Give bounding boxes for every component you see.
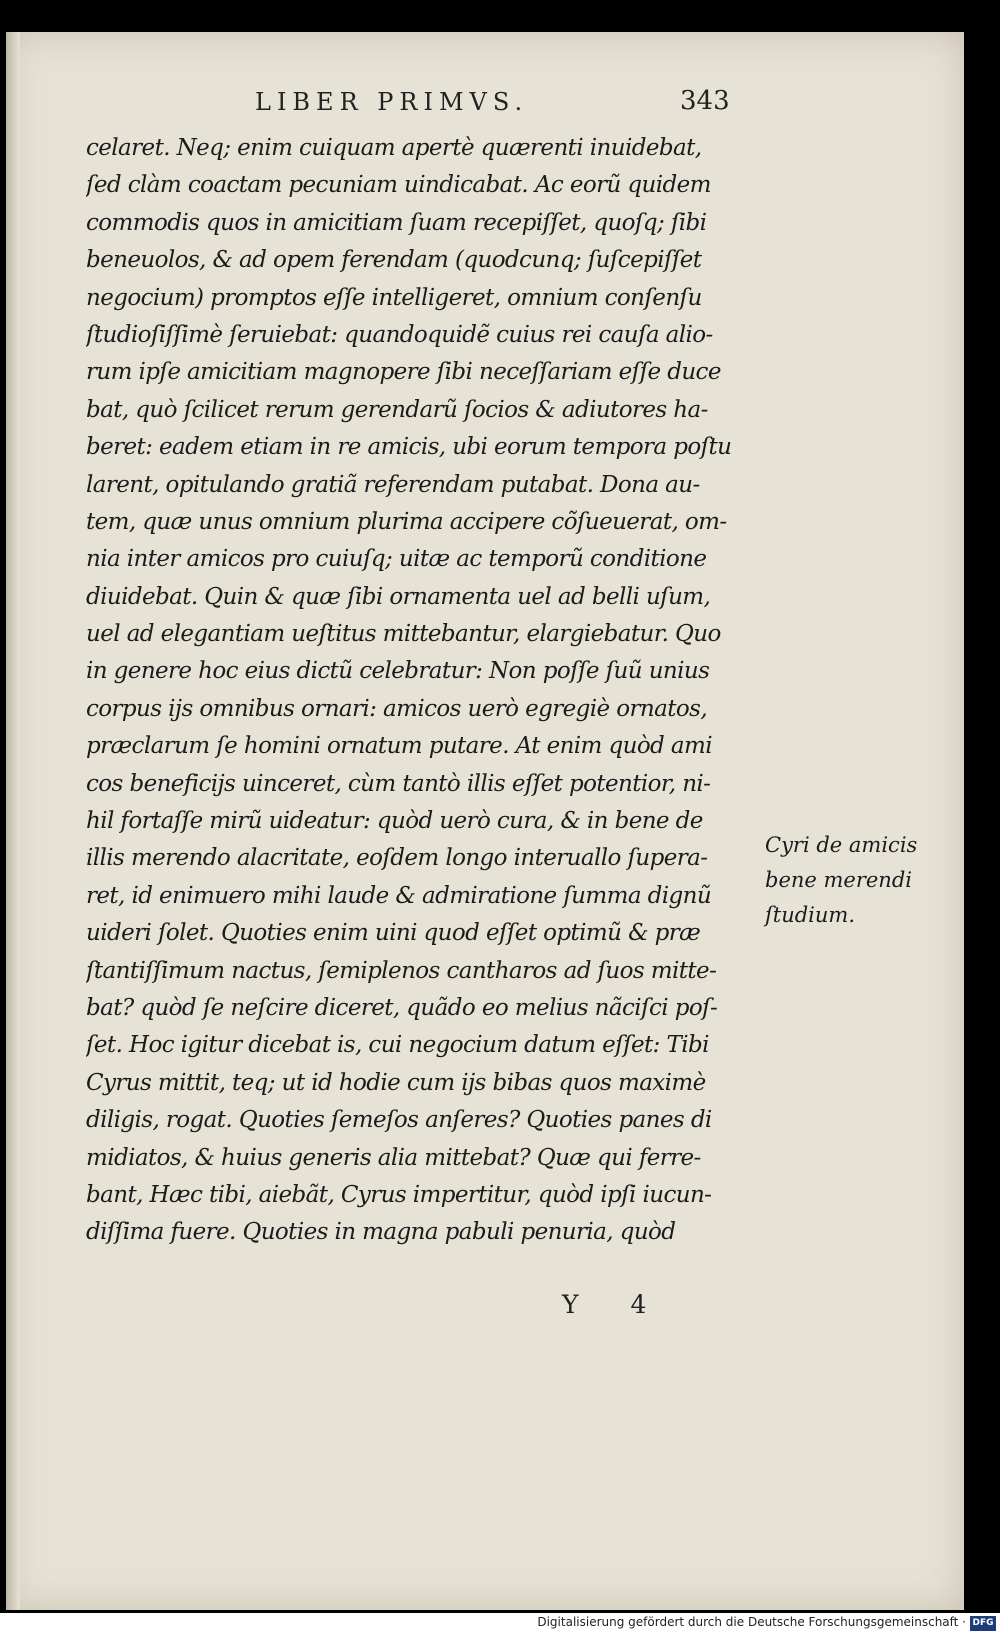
marginal-note-line: bene merendi — [765, 868, 912, 892]
running-head: LIBER PRIMVS. — [255, 88, 529, 116]
text-line: uel ad elegantiam ueſtitus mittebantur, elargiebatur. Quo — [86, 621, 721, 648]
text-line: bat, quò ſcilicet rerum gerendarũ ſocios & adiutores ha- — [86, 396, 708, 423]
text-line: bant, Hæc tibi, aiebãt, Cyrus impertitur, quòd ipſi iucun- — [86, 1181, 712, 1208]
text-line: diuidebat. Quin & quæ ſibi ornamenta uel ad belli uſum, — [86, 583, 711, 610]
page-spine-shadow — [6, 32, 20, 1610]
marginal-note-line: ſtudium. — [765, 903, 856, 927]
text-line: uideri ſolet. Quoties enim uini quod eſſet optimũ & præ — [86, 920, 701, 947]
text-line: midiatos, & huius generis alia mittebat? Quæ qui ferre- — [86, 1144, 701, 1171]
text-line: larent, opitulando gratiã referendam putabat. Dona au- — [86, 471, 700, 498]
text-line: diligis, rogat. Quoties ſemeſos anſeres? Quoties panes di — [86, 1107, 712, 1134]
text-line: diſſima fuere. Quoties in magna pabuli penuria, quòd — [86, 1219, 676, 1246]
signature-mark: Y 4 — [562, 1290, 669, 1319]
text-line: ret, id enimuero mihi laude & admiratione ſumma dignũ — [86, 882, 712, 909]
dfg-logo-icon: DFG — [970, 1616, 996, 1631]
text-line: in genere hoc eius dictũ celebratur: Non poſſe ſuũ unius — [86, 658, 710, 685]
body-text — [86, 130, 756, 1252]
text-line: beneuolos, & ad opem ferendam (quodcunq; ſuſcepiſſet — [86, 247, 702, 274]
text-line: beret: eadem etiam in re amicis, ubi eorum tempora poſtu — [86, 434, 732, 461]
text-line: rum ipſe amicitiam magnopere ſibi neceſſariam eſſe duce — [86, 359, 721, 386]
footer-bar — [0, 1613, 1000, 1635]
text-line: hil fortaſſe mirũ uideatur: quòd uerò cura, & in bene de — [86, 808, 703, 835]
text-line: nia inter amicos pro cuiuſq; uitæ ac temporũ conditione — [86, 546, 707, 573]
text-line: bat? quòd ſe neſcire diceret, quãdo eo melius nãciſci poſ- — [86, 994, 718, 1021]
text-line: ſet. Hoc igitur dicebat is, cui negocium datum eſſet: Tibi — [86, 1032, 709, 1059]
text-line: illis merendo alacritate, eoſdem longo interuallo ſupera- — [86, 845, 708, 872]
text-line: Cyrus mittit, teq; ut id hodie cum ijs bibas quos maximè — [86, 1069, 706, 1096]
text-line: commodis quos in amicitiam ſuam recepiſſet, quoſq; ſibi — [86, 209, 707, 236]
text-line: negocium) promptos eſſe intelligeret, omnium conſenſu — [86, 284, 702, 311]
text-line: tem, quæ unus omnium plurima accipere cõſueuerat, om- — [86, 508, 727, 535]
text-line: ſed clàm coactam pecuniam uindicabat. Ac eorũ quidem — [86, 172, 711, 199]
marginal-note-line: Cyri de amicis — [765, 833, 918, 857]
footer-credit: Digitalisierung gefördert durch die Deutsche Forschungsgemeinschaft · — [537, 1615, 966, 1629]
marginal-note — [765, 828, 935, 933]
text-line: cos beneficijs uinceret, cùm tantò illis eſſet potentior, ni- — [86, 770, 711, 797]
text-line: ſtudioſiſſimè ſeruiebat: quandoquidẽ cuius rei cauſa alio- — [86, 321, 713, 348]
text-line: ſtantiſſimum nactus, ſemiplenos cantharos ad ſuos mitte- — [86, 957, 717, 984]
page-number: 343 — [680, 86, 730, 116]
text-line: celaret. Neq; enim cuiquam apertè quærenti inuidebat, — [86, 135, 702, 161]
text-line: corpus ijs omnibus ornari: amicos uerò egregiè ornatos, — [86, 695, 708, 722]
text-line: præclarum ſe homini ornatum putare. At enim quòd ami — [86, 733, 712, 760]
